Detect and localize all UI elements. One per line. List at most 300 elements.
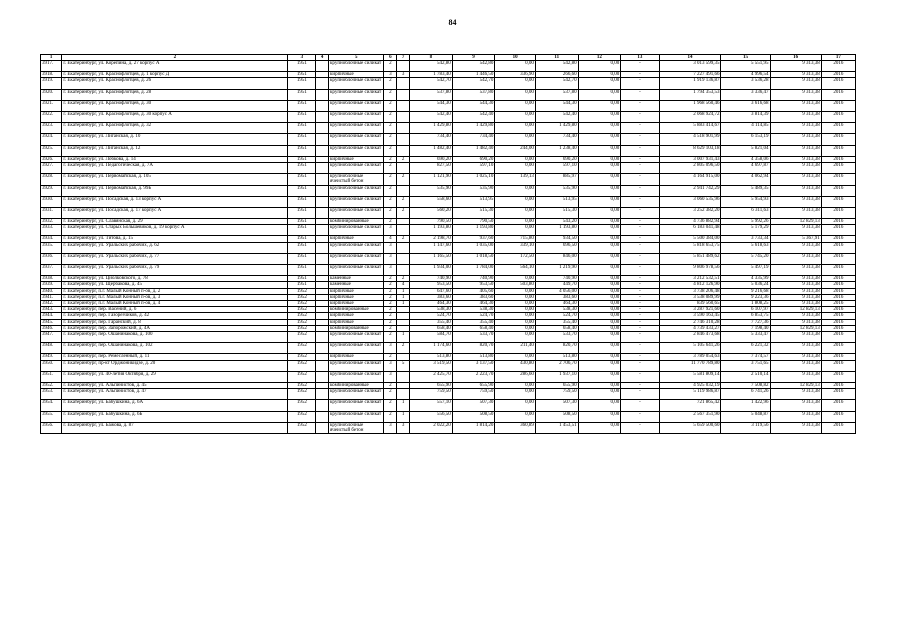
column-number: 2 [62, 55, 288, 61]
column-number: 12 [578, 55, 621, 61]
table-cell: 3937. [41, 265, 62, 276]
table-cell: 5 581 809,14 [659, 371, 721, 382]
table-cell: 3946. [41, 325, 62, 331]
table-cell: - [621, 72, 659, 78]
table-cell: 9 313,38 [770, 78, 821, 89]
table-cell [397, 100, 410, 111]
table-cell: 2 223,70 [452, 371, 495, 382]
table-cell [316, 162, 329, 173]
table-cell: кирпичные [329, 236, 384, 242]
table-cell: г. Екатеринбург, ул. Краснофлотцев, д. 32 [62, 123, 288, 134]
table-cell: 0,00 [495, 219, 536, 225]
table-cell: 658,40 [410, 325, 453, 331]
table-cell: 2016 [821, 265, 855, 276]
table-cell: 1 937,10 [535, 371, 578, 382]
table-cell: 513,80 [410, 354, 453, 360]
table-cell: 0,00 [495, 78, 536, 89]
table-cell: крупноблочные силикат [329, 400, 384, 411]
table-cell: г. Екатеринбург, ул. Краснофлотцев, д. 28 [62, 89, 288, 100]
table-cell: 9 313,38 [770, 89, 821, 100]
table-cell: 266,60 [535, 72, 578, 78]
table-cell [397, 162, 410, 173]
table-cell: 7 227 491,66 [659, 72, 721, 78]
table-row [41, 225, 856, 236]
table-row [41, 100, 856, 111]
table-cell: 2016 [821, 100, 855, 111]
table-cell: 2016 [821, 185, 855, 196]
table-cell: 537,80 [452, 89, 495, 100]
table-cell: - [621, 325, 659, 331]
table-cell: 0,00 [578, 288, 621, 294]
table-cell: 9 313,38 [770, 371, 821, 382]
table-cell: 4 739 433,27 [659, 325, 721, 331]
table-cell: 655,90 [452, 383, 495, 389]
table-row [41, 61, 856, 72]
table-cell: 3 060 535,96 [659, 196, 721, 207]
table-cell: 2016 [821, 371, 855, 382]
table-cell: 3938. [41, 276, 62, 282]
table-cell: 3951. [41, 371, 62, 382]
table-cell: 715,80 [495, 236, 536, 242]
table-row [41, 185, 856, 196]
table-cell: 4 736 882,94 [659, 219, 721, 225]
column-number: 13 [621, 55, 659, 61]
table-cell: г. Екатеринбург, ул. Альпинистов, д. 47 [62, 389, 288, 400]
table-cell: 3927. [41, 162, 62, 173]
column-number: 16 [770, 55, 821, 61]
table-cell [397, 225, 410, 236]
table-cell: 2016 [821, 207, 855, 218]
table-cell: 1952 [288, 354, 316, 360]
table-cell: 558,60 [410, 196, 453, 207]
table-cell: - [621, 307, 659, 313]
table-cell: 12 829,13 [770, 219, 821, 225]
table-cell: 544,30 [410, 100, 453, 111]
table-cell: каменные [329, 282, 384, 288]
table-cell: крупноблочные силикат [329, 332, 384, 343]
table-cell [316, 123, 329, 134]
table-cell: 3953. [41, 389, 62, 400]
table-cell: 2016 [821, 301, 855, 307]
table-cell: 1952 [288, 371, 316, 382]
table-cell: 3945. [41, 319, 62, 325]
table-cell: 9 313,38 [770, 332, 821, 343]
table-cell: 0,00 [495, 288, 536, 294]
table-cell: 1 [397, 332, 410, 343]
table-cell: 0,00 [578, 111, 621, 122]
table-cell: 2 [397, 207, 410, 218]
table-cell: 0,00 [495, 207, 536, 218]
table-cell: 2016 [821, 411, 855, 422]
table-cell: 0,00 [495, 162, 536, 173]
table-cell: 2 [384, 325, 397, 331]
table-cell: г. Екатеринбург, пер. Ремесленный, д. 11 [62, 354, 288, 360]
table-cell: 515,30 [535, 207, 578, 218]
table-cell: 1951 [288, 242, 316, 253]
table-cell: 759,50 [452, 389, 495, 400]
table-cell: 2 [384, 319, 397, 325]
table-cell: - [621, 282, 659, 288]
table-cell: - [621, 61, 659, 72]
table-cell: г. Екатеринбург, п.г. Малый Конный п-ов, д. 3 [62, 294, 288, 300]
table-cell: 2016 [821, 288, 855, 294]
table-cell: 3922. [41, 111, 62, 122]
table-cell: 0,00 [495, 354, 536, 360]
table-cell: - [621, 400, 659, 411]
column-number: 6 [384, 55, 397, 61]
table-cell: 2 [384, 219, 397, 225]
table-cell: 336,90 [495, 72, 536, 78]
table-cell [316, 111, 329, 122]
table-cell: 0,00 [495, 185, 536, 196]
table-cell: 5 367,91 [770, 236, 821, 242]
table-cell: 503,80 [495, 282, 536, 288]
table-cell [397, 111, 410, 122]
table-cell: 1 453,51 [535, 422, 578, 433]
table-cell: 3 [384, 422, 397, 433]
table-cell: г. Екатеринбург, ул. Титова, д. 15 [62, 236, 288, 242]
table-cell: 9 313,38 [770, 360, 821, 371]
table-cell: 524,70 [452, 313, 495, 319]
table-cell: 1951 [288, 123, 316, 134]
table-row [41, 134, 856, 145]
table-cell: 0,00 [578, 236, 621, 242]
table-cell: 740,90 [535, 276, 578, 282]
column-number: 10 [495, 55, 536, 61]
table-cell [316, 145, 329, 156]
table-cell: 3930. [41, 196, 62, 207]
table-cell: 1 165,50 [410, 253, 453, 264]
table-cell: 0,00 [578, 134, 621, 145]
table-cell: 3 [384, 242, 397, 253]
table-cell [397, 89, 410, 100]
table-cell: 759,50 [535, 389, 578, 400]
table-cell: 2016 [821, 78, 855, 89]
table-cell: 1 919 136,87 [659, 78, 721, 89]
table-cell: 2016 [821, 360, 855, 371]
table-cell: 542,70 [452, 78, 495, 89]
table-row [41, 123, 856, 134]
table-cell: 1 [397, 400, 410, 411]
table-cell: г. Екатеринбург, пр-кт Орджоникидзе, д. 20 [62, 360, 288, 371]
table-cell: 5 618,63 [721, 242, 770, 253]
table-cell: 0,00 [495, 325, 536, 331]
table-cell: 513,80 [452, 354, 495, 360]
table-cell: 3942. [41, 301, 62, 307]
table-cell: кирпичные [329, 72, 384, 78]
table-cell: 3 287 921,60 [659, 307, 721, 313]
table-cell: комбинированные [329, 307, 384, 313]
table-cell: 2 [384, 332, 397, 343]
table-cell: 3931. [41, 207, 62, 218]
table-cell: 3919. [41, 78, 62, 89]
table-cell [316, 207, 329, 218]
table-cell: 2016 [821, 276, 855, 282]
table-cell: 1952 [288, 332, 316, 343]
table-cell: 3941. [41, 294, 62, 300]
table-cell: 507,30 [535, 400, 578, 411]
table-cell: 3933. [41, 225, 62, 236]
table-cell: 2 [397, 196, 410, 207]
column-number: 8 [410, 55, 453, 61]
table-cell: 790,50 [452, 219, 495, 225]
table-cell: 9 313,38 [770, 313, 821, 319]
table-cell: 2 [397, 174, 410, 185]
table-cell: 2 [384, 276, 397, 282]
table-row [41, 389, 856, 400]
table-cell: 655,90 [535, 383, 578, 389]
table-cell: 790,50 [410, 219, 453, 225]
table-cell: 0,00 [495, 100, 536, 111]
table-cell: 2 [384, 134, 397, 145]
table-cell: крупноблочные силикат [329, 225, 384, 236]
table-cell: 3 [384, 371, 397, 382]
table-cell: 0,00 [495, 400, 536, 411]
table-cell: 2016 [821, 422, 855, 433]
table-cell: 2016 [821, 111, 855, 122]
table-cell: 4 996,54 [721, 72, 770, 78]
table-row [41, 174, 856, 185]
table-cell: 2016 [821, 354, 855, 360]
table-cell: 3 751,65 [721, 360, 770, 371]
table-cell: 1 [397, 294, 410, 300]
table-cell: 3920. [41, 89, 62, 100]
table-cell: 2016 [821, 123, 855, 134]
table-cell: 2 [384, 111, 397, 122]
table-cell: 542,40 [535, 111, 578, 122]
table-cell: 3 814,39 [721, 111, 770, 122]
table-cell: 734,40 [535, 134, 578, 145]
table-cell: 543,20 [535, 219, 578, 225]
table-cell: 2 [384, 301, 397, 307]
table-cell: крупноблочные ячеистый бетон [329, 174, 384, 185]
table-cell: 2 746 310,28 [659, 319, 721, 325]
table-cell: 5 497,19 [721, 265, 770, 276]
table-cell: 3924. [41, 134, 62, 145]
table-cell: 1 808,25 [721, 301, 770, 307]
table-cell: - [621, 89, 659, 100]
table-cell: г. Екатеринбург, ул. Славянская, д. 29 [62, 219, 288, 225]
table-row [41, 162, 856, 173]
table-cell: 759,50 [410, 389, 453, 400]
column-number: 7 [397, 55, 410, 61]
table-cell: г. Екатеринбург, ул. Посадская, д. 17 корпус А [62, 207, 288, 218]
table-cell: 515,30 [452, 207, 495, 218]
table-cell: - [621, 100, 659, 111]
table-cell [316, 253, 329, 264]
table-cell [397, 134, 410, 145]
table-cell: 0,00 [578, 294, 621, 300]
table-cell: 3949. [41, 354, 62, 360]
table-cell: 9 313,38 [770, 319, 821, 325]
table-cell: 3929. [41, 185, 62, 196]
table-cell: 6 853,75 [721, 313, 770, 319]
table-cell: 1951 [288, 225, 316, 236]
table-cell: 2016 [821, 319, 855, 325]
table-cell [397, 185, 410, 196]
table-cell: 2 [384, 61, 397, 72]
table-cell: 9 313,38 [770, 282, 821, 288]
table-cell: 827,50 [410, 162, 453, 173]
table-cell: 655,90 [410, 383, 453, 389]
table-cell: 5 333,47 [721, 332, 770, 343]
table-cell: 2 846 473,68 [659, 332, 721, 343]
table-cell [316, 225, 329, 236]
table-cell: 3 [397, 72, 410, 78]
table-cell: 1 482,40 [452, 145, 495, 156]
table-cell: 1 [397, 288, 410, 294]
table-cell: 9 313,38 [770, 196, 821, 207]
table-cell: 355,40 [410, 319, 453, 325]
table-row [41, 89, 856, 100]
table-cell: 0,00 [578, 185, 621, 196]
table-cell: 430,80 [495, 360, 536, 371]
table-cell: 9 313,38 [770, 343, 821, 354]
table-cell: г. Екатеринбург, ул. Альпинистов, д. 45 [62, 383, 288, 389]
table-cell: 0,00 [495, 89, 536, 100]
table-cell: 5 954,93 [721, 196, 770, 207]
table-cell: 3 [384, 343, 397, 354]
table-cell: 9 313,38 [770, 242, 821, 253]
table-cell: 9 313,38 [770, 185, 821, 196]
table-cell: - [621, 389, 659, 400]
table-cell: 4 114,85 [721, 123, 770, 134]
column-number: 1 [41, 55, 62, 61]
table-cell: крупноблочные силикат [329, 265, 384, 276]
table-cell: 3939. [41, 282, 62, 288]
table-cell: 9 313,38 [770, 411, 821, 422]
table-cell [316, 360, 329, 371]
table-cell: 7 198,40 [721, 325, 770, 331]
table-cell: 9 313,38 [770, 265, 821, 276]
table-cell: 1951 [288, 276, 316, 282]
table-cell: 2 [397, 156, 410, 162]
table-cell: 3 [384, 225, 397, 236]
table-cell [316, 242, 329, 253]
table-cell: 839 560,65 [659, 301, 721, 307]
table-cell: 2 [384, 411, 397, 422]
table-cell: 0,00 [578, 225, 621, 236]
table-cell: 1 482,40 [410, 145, 453, 156]
table-cell: 556,50 [410, 411, 453, 422]
table-cell: 740,90 [452, 276, 495, 282]
table-cell: 0,00 [495, 276, 536, 282]
table-row [41, 253, 856, 264]
table-cell: 9 313,38 [770, 174, 821, 185]
table-cell: 6 311,63 [721, 207, 770, 218]
table-cell: 0,00 [578, 145, 621, 156]
table-cell: кирпичные [329, 301, 384, 307]
table-cell: 9 313,38 [770, 225, 821, 236]
table-cell: 535,90 [410, 185, 453, 196]
table-cell: 721 865,42 [659, 400, 721, 411]
table-cell: 3 137,50 [452, 360, 495, 371]
table-cell: 2016 [821, 145, 855, 156]
table-cell: г. Екатеринбург, ул. Лиганская, д. 12 [62, 145, 288, 156]
table-cell: 9 313,38 [770, 156, 821, 162]
table-cell: 0,00 [495, 294, 536, 300]
table-cell [397, 145, 410, 156]
table-cell: 1951 [288, 282, 316, 288]
table-cell: 1951 [288, 265, 316, 276]
table-cell: 820,70 [535, 343, 578, 354]
table-cell: г. Екатеринбург, п.г. Малый Конный п-ов, д. 4 [62, 301, 288, 307]
table-cell: - [621, 332, 659, 343]
table-cell: 2 [384, 78, 397, 89]
table-cell: 3940. [41, 288, 62, 294]
table-cell: 464,30 [535, 301, 578, 307]
table-cell: 0,00 [495, 156, 536, 162]
table-cell: 2 [384, 89, 397, 100]
table-cell: 4 062,94 [721, 174, 770, 185]
table-cell: каменные [329, 276, 384, 282]
table-cell: 2 510,14 [721, 371, 770, 382]
table-cell: г. Екатеринбург, ул. Уральских рабочих, д. 77 [62, 253, 288, 264]
table-cell: 5 048,87 [721, 411, 770, 422]
table-cell: - [621, 185, 659, 196]
table-cell: 12 829,13 [770, 307, 821, 313]
table-cell: 12 829,13 [770, 383, 821, 389]
table-row [41, 78, 856, 89]
table-cell: 383,60 [452, 294, 495, 300]
table-cell: 0,00 [578, 174, 621, 185]
table-cell: 1951 [288, 174, 316, 185]
table-cell: 11 770 789,80 [659, 360, 721, 371]
table-cell: 0,00 [495, 313, 536, 319]
table-cell: 0,00 [578, 253, 621, 264]
table-cell: - [621, 196, 659, 207]
table-cell: 2 [384, 196, 397, 207]
table-cell: - [621, 343, 659, 354]
table-cell: 0,00 [578, 219, 621, 225]
table-cell: 8 629 103,18 [659, 145, 721, 156]
table-cell: г. Екатеринбург, пер. Гаранский, д. 8 [62, 319, 288, 325]
table-cell: 1 [397, 301, 410, 307]
table-cell: 3956. [41, 422, 62, 433]
table-cell: 6 153,19 [721, 134, 770, 145]
table-cell [316, 265, 329, 276]
table-cell: 449,70 [535, 282, 578, 288]
table-cell: 734,40 [452, 134, 495, 145]
table-cell: 537,80 [410, 89, 453, 100]
table-cell: 2 [384, 145, 397, 156]
table-cell: комбинированные [329, 325, 384, 331]
table-cell: 0,00 [578, 332, 621, 343]
table-cell: 1952 [288, 313, 316, 319]
table-cell: 3 590 163,45 [659, 313, 721, 319]
table-cell: 0,00 [578, 307, 621, 313]
table-cell: 5 818 653,75 [659, 242, 721, 253]
table-cell: 1952 [288, 422, 316, 433]
table-cell: 355,40 [535, 319, 578, 325]
table-cell: 1 174,60 [410, 343, 453, 354]
table-cell: 139,13 [495, 174, 536, 185]
table-cell: 3 [384, 360, 397, 371]
table-cell: 542,70 [410, 78, 453, 89]
table-cell: г. Екатеринбург, ул. Краснофлотцев, д. 30 корпус А [62, 111, 288, 122]
table-cell: 2016 [821, 219, 855, 225]
table-cell: 3921. [41, 100, 62, 111]
table-cell: 3 013 599,35 [659, 61, 721, 72]
table-cell: 2 [384, 282, 397, 288]
table-cell: 0,00 [578, 422, 621, 433]
table-cell: 0,00 [578, 89, 621, 100]
table-cell: 953,50 [452, 282, 495, 288]
table-cell: 4 697,87 [721, 162, 770, 173]
table-cell: 9 223,36 [721, 294, 770, 300]
table-cell: 6 107,97 [721, 307, 770, 313]
table-cell: г. Екатеринбург, ул. Краснофлотцев, д. 1 корпус Д [62, 72, 288, 78]
